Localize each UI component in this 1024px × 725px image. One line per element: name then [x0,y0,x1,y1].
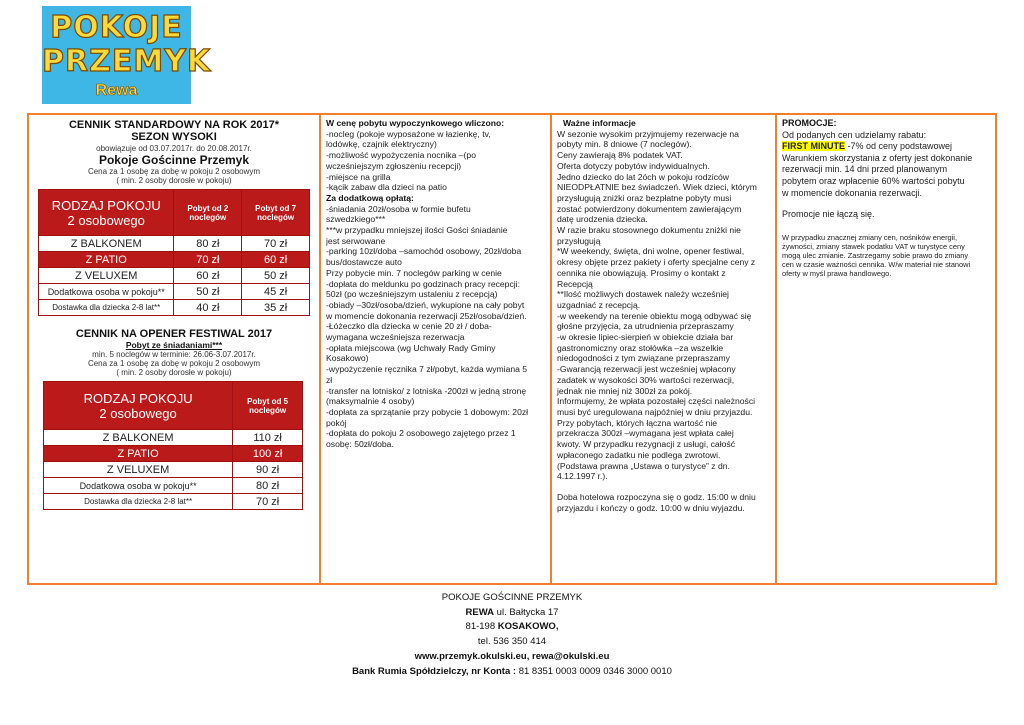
extra-line: osobę: 50zł/doba. [326,439,394,450]
footer-web-email: www.przemyk.okulski.eu, rewa@okulski.eu [414,650,610,662]
opener-title: CENNIK NA OPENER FESTIWAL 2017 [75,328,273,340]
info-line: zadatek w wysokości 30% wartości rezerwacji, [557,374,735,385]
extra-line: Kosakowo) [326,353,369,364]
info-line: cennika nie obowiązują. Prosimy o kontakt z [557,267,726,278]
price: 90 zł [233,462,303,478]
extra-line: -wypożyczenie ręcznika 7 zł/pobyt, każda wymiana 5 [326,364,528,375]
info-line: -Gwarancją rezerwacji jest wcześniej wpłacony [557,364,736,375]
price: 100 zł [233,446,303,462]
price: 45 zł [242,284,310,300]
footer-street: ul. Bałtycka 17 [494,606,559,618]
logo [42,6,212,104]
price: 40 zł [174,300,242,316]
info-line: -w weekendy na terenie obiektu mogą odbywać się [557,310,752,321]
info-line: okresy objęte przez pakiety i oferty specjalne ceny z [557,257,756,268]
extra-line: -obiady –30zł/osoba/dzień, wykupione na cały pobyt [326,299,525,310]
table-row [44,494,303,510]
included-line: -możliwość wypożyczenia nocnika –(po [326,150,476,161]
header-room-line1: RODZAJ POKOJU [83,390,193,406]
included-services-column [321,115,552,583]
info-line: przekracza 300zł –wymagana jest wpłata całej [557,428,734,439]
price: 50 zł [174,284,242,300]
extra-line: ***w przypadku mniejszej ilości Gości śniadanie [326,225,508,236]
standard-min-note: ( min. 2 osoby dorosłe w pokoju) [116,176,232,185]
info-line: musi być uregulowana najpóźniej w dniu przyjazdu. [557,406,753,417]
first-minute-discount: -7% od ceny podstawowej [845,141,953,152]
table-row [44,430,303,446]
info-line: **Ilość możliwych dostawek należy wcześniej [557,289,729,300]
info-line: jednak nie mniej niż 300zł za pokój. [557,385,693,396]
standard-header-col2: Pobyt od 7 noclegów [242,190,310,236]
extra-line: w momencie dokonania rezerwacji 25zł/osoba/dzień. [326,310,527,321]
info-line: Recepcją [557,278,593,289]
extra-line: pokój [326,417,347,428]
extra-line: -dopłata do meldunku po godzinach pracy recepcji: [326,278,520,289]
promo-line: pobytem oraz wpłacenie 60% wartości pobytu [782,175,965,186]
info-heading: Ważne informacje [563,118,636,128]
extra-line: Przy pobycie min. 7 noclegów parking w cenie [326,267,502,278]
table-row [39,284,310,300]
promo-no-combine: Promocje nie łączą się. [782,209,875,220]
promo-line: Warunkiem skorzystania z oferty jest dokonanie [782,152,973,163]
opener-header-col: Pobyt od 5 noclegów [233,382,303,430]
room-label: Z BALKONEM [44,430,233,446]
room-label: Dodatkowa osoba w pokoju** [44,478,233,494]
info-line: datę urodzenia dziecka. [557,214,648,225]
disclaimer-line: żywności, zmiany stawek podatku VAT w turystyce ceny [782,241,965,251]
room-label: Z PATIO [44,446,233,462]
info-line: Ceny zawierają 8% podatek VAT. [557,150,683,161]
check-in-hours: Doba hotelowa rozpoczyna się o godz. 15:00 w dniu [557,491,756,502]
table-row [39,300,310,316]
price: 70 zł [233,494,303,510]
price: 80 zł [233,478,303,494]
extra-line: -dopłata za sprzątanie przy pobycie 1 dobowym: 20zł [326,406,529,417]
info-line: przysługują zniżki oraz bezpłatne pobyty musi [557,192,732,203]
price: 110 zł [233,430,303,446]
info-line: Oferta dotyczy pobytów indywidualnych. [557,160,710,171]
table-row [39,268,310,284]
opener-price-table [43,381,303,510]
disclaimer-line: W przypadku znacznej zmiany cen, nośników energii, [782,232,957,242]
footer-bank: Bank Rumia Spółdzielczy, nr Konta : [352,665,517,677]
extra-heading: Za dodatkową opłatą: [326,192,414,203]
opener-min-nights: min. 5 noclegów w terminie: 26.06-3.07.2017r. [92,350,256,359]
footer-company: POKOJE GOŚCINNE PRZEMYK [441,592,583,603]
info-line: *W weekendy, święta, dni wolne, opener festiwal, [557,246,745,257]
footer-postcode: 81-198 [465,621,498,633]
extra-line: -dopłata do pokoju 2 osobowego zajętego przez 1 [326,428,516,439]
price: 80 zł [174,236,242,252]
opener-price-note: Cena za 1 osobę za dobę w pokoju 2 osobowym [87,359,261,368]
info-line: pobyty min. 8 dniowe (7 noclegów). [557,139,692,150]
standard-price-table [38,189,310,316]
check-out-hours: przyjazdu i kończy o godz. 10:00 w dniu wyjazdu. [557,502,745,513]
footer-phone: tel. 536 350 414 [477,636,547,648]
standard-name: Pokoje Gościnne Przemyk [98,153,250,167]
header-room-line2: 2 osobowego [67,212,145,228]
room-label: Z BALKONEM [39,236,174,252]
included-line: -kącik zabaw dla dzieci na patio [326,182,447,193]
logo-line2: PRZEMYK [42,44,212,79]
extra-line: 50zł (po wcześniejszym ustaleniu z recepcją) [326,289,498,300]
included-line: wcześniejszym zgłoszeniu recepcji) [326,160,462,171]
promo-heading: PROMOCJE: [782,118,837,128]
extra-line: wymagana wcześniejsza rezerwacja [326,332,465,343]
included-line: -nocleg (pokoje wyposażone w łazienkę, tv, [326,128,491,139]
extra-line: zł [326,374,333,385]
first-minute-badge: FIRST MINUTE [782,141,845,152]
info-line: zostać potwierdzony dokumentem zawierającym [557,203,742,214]
info-line: (Podstawa prawna „Ustawa o turystyce” z dn. [557,460,730,471]
extra-line: -parking 10zł/doba –samochód osobowy, 20zł/doba [326,246,522,257]
price: 60 zł [174,268,242,284]
info-line: W sezonie wysokim przyjmujemy rezerwacje na [557,128,739,139]
info-line: uzgadniać z recepcją. [557,299,641,310]
price: 60 zł [242,252,310,268]
info-line: 4.12.1997 r.). [557,471,608,482]
info-line: Jedno dziecko do lat 2óch w pokoju rodziców [557,171,729,182]
promotions-column [777,115,995,583]
standard-title: CENNIK STANDARDOWY NA ROK 2017* [68,119,280,131]
extra-line: szwedzkiego*** [326,214,386,225]
price: 70 zł [174,252,242,268]
standard-header-room [39,190,174,236]
standard-header-col1: Pobyt od 2 noclegów [174,190,242,236]
info-line: niedogodności z tym związane przepraszamy [557,353,730,364]
footer-city: KOSAKOWO, [497,621,559,633]
room-label: Z VELUXEM [39,268,174,284]
opener-breakfast: Pobyt ze śniadaniami*** [125,340,223,350]
price: 50 zł [242,268,310,284]
extra-line: (maksymalnie 4 osoby) [326,396,415,407]
info-line: -w okresie lipiec-sierpień w obiekcie działa bar [557,332,734,343]
opener-min-note: ( min. 2 osoby dorosłe w pokoju) [116,368,232,377]
info-line: przysługują [557,235,601,246]
standard-validity: obowiązuje od 03.07.2017r. do 20.08.2017r. [96,144,252,153]
table-row [39,252,310,268]
footer-account: 81 8351 0003 0009 0346 3000 0010 [516,665,672,677]
disclaimer-line: oferty w myśl prawa handlowego. [782,268,892,278]
promo-line: w momencie dokonania rezerwacji. [782,187,923,198]
room-label: Z VELUXEM [44,462,233,478]
extra-line: -transfer na lotnisko/ z lotniska -200zł w jedną stronę [326,385,527,396]
info-line: W razie braku stosownego dokumentu zniżki nie [557,225,741,236]
disclaimer-line: mogą ulec zmianie. Zastrzegamy sobie prawo do zmiany [782,250,969,260]
info-line: NIEODPŁATNIE bez świadczeń. Wiek dzieci, którym [557,182,757,193]
standard-price-note: Cena za 1 osobę za dobę w pokoju 2 osobowym [87,167,261,176]
logo-line1: POKOJE [50,10,183,45]
included-line: lodówkę, czajnik elektryczny) [326,139,437,150]
important-info-column [552,115,777,583]
price: 35 zł [242,300,310,316]
price: 70 zł [242,236,310,252]
extra-line: -opłata miejscowa (wg Uchwały Rady Gminy [326,342,496,353]
footer-town: REWA [465,606,495,618]
price-tables-column [29,115,321,583]
info-line: wpłaconego zadatku nie podlega zwrotowi. [557,449,721,460]
extra-line: -Łóżeczko dla dziecka w cenie 20 zł / doba- [326,321,492,332]
disclaimer-line: cen w czasie ważności cennika. W/w materiał nie stanowi [782,259,971,269]
extra-line: -śniadania 20zł/osoba w formie bufetu [326,203,471,214]
info-line: Przy pobytach, których łączna wartość nie [557,417,718,428]
included-line: -miejsce na grilla [326,171,391,182]
included-heading: W cenę pobytu wypoczynkowego wliczono: [326,118,505,128]
extra-line: bus/dostawcze auto [326,257,402,268]
info-line: gastronomiczny oraz stołówka –za wszelkie [557,342,724,353]
room-label: Dodatkowa osoba w pokoju** [39,284,174,300]
info-line: głośne przyjęcia, za utrudnienia przepraszamy [557,321,734,332]
room-label: Dostawka dla dziecka 2-8 lat** [39,300,174,316]
price-list-frame [27,113,997,585]
standard-season: SEZON WYSOKI [131,131,217,143]
room-label: Z PATIO [39,252,174,268]
table-row [39,236,310,252]
table-row [44,478,303,494]
promo-intro: Od podanych cen udzielamy rabatu: [782,129,927,140]
table-row [44,462,303,478]
info-line: Informujemy, że wpłata pozostałej części należności [557,396,756,407]
header-room-line1: RODZAJ POKOJU [51,197,161,213]
contact-footer [0,591,1024,679]
promo-line: rezerwacji min. 14 dni przed planowanym [782,164,948,175]
room-label: Dostawka dla dziecka 2-8 lat** [44,494,233,510]
info-line: kwoty. W przypadku rezygnacji z usługi, całość [557,439,735,450]
opener-header-room [44,382,233,430]
header-room-line2: 2 osobowego [99,405,177,421]
extra-line: jest serwowane [326,235,386,246]
logo-line3: Rewa [95,82,138,99]
table-row [44,446,303,462]
